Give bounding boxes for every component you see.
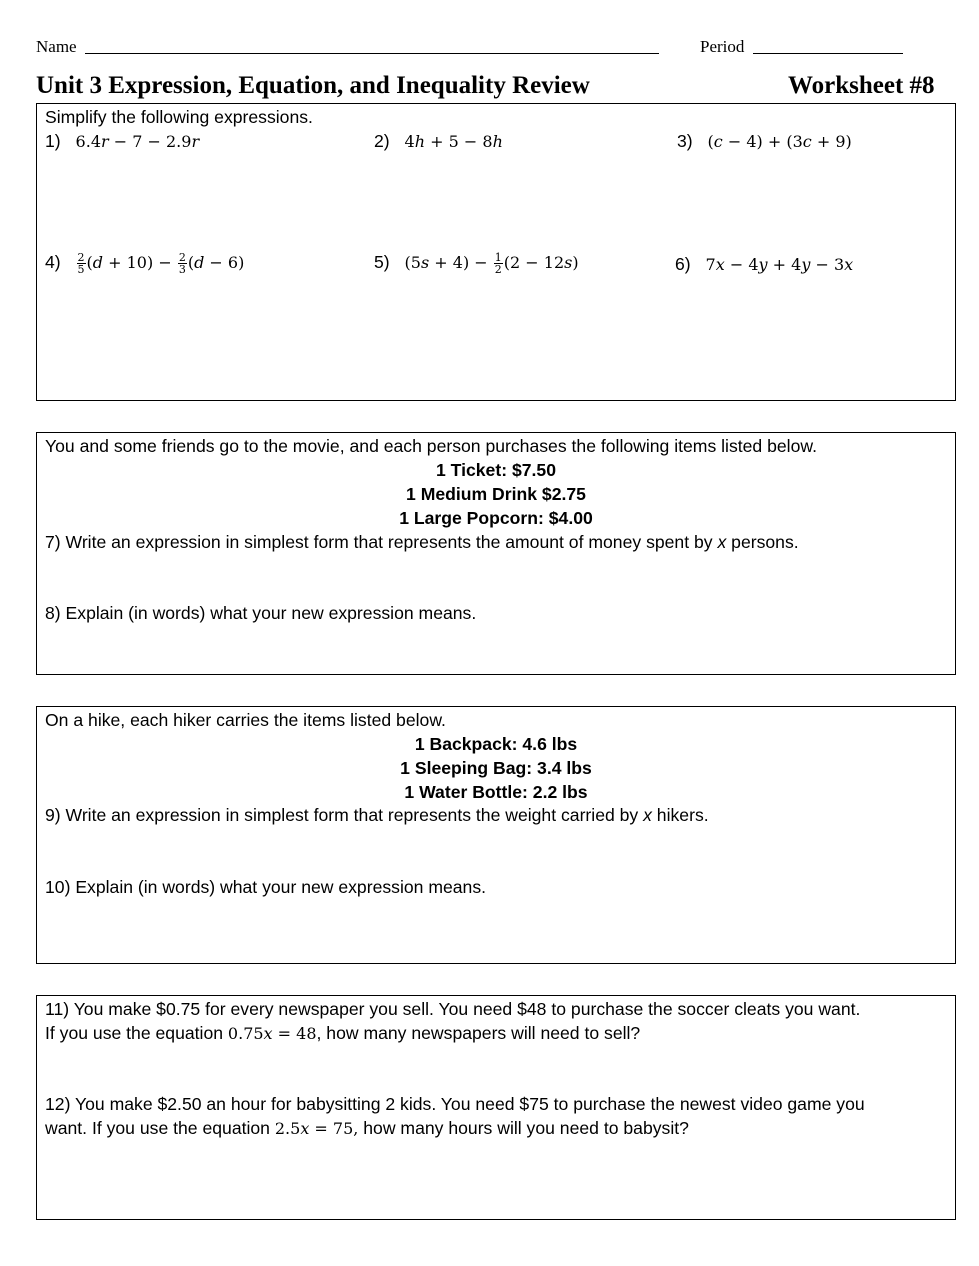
question-9: [45, 805, 709, 826]
question-12-tail: how many hours will you need to babysit?: [358, 1118, 689, 1138]
problem-5: [374, 252, 579, 275]
problem-1-number: 1): [45, 131, 61, 151]
hike-item-sleeping-bag: 1 Sleeping Bag: 3.4 lbs: [400, 758, 592, 778]
period-blank[interactable]: [753, 37, 903, 54]
simplify-instructions: Simplify the following expressions.: [45, 107, 313, 127]
problem-6: [675, 254, 853, 275]
problem-4-number: 4): [45, 252, 61, 272]
problem-6-number: 6): [675, 254, 691, 274]
problem-5-number: 5): [374, 252, 390, 272]
question-11-tail: , how many newspapers will need to sell?: [316, 1023, 641, 1043]
problem-2-expression: 4h + 5 − 8h: [404, 132, 503, 151]
name-blank[interactable]: [85, 37, 659, 54]
problem-4: [45, 252, 244, 275]
hike-item-water-bottle: 1 Water Bottle: 2.2 lbs: [404, 782, 588, 802]
question-9-tail: hikers.: [651, 805, 709, 825]
question-12-lead: want. If you use the equation: [45, 1118, 275, 1138]
hike-intro: On a hike, each hiker carries the items listed below.: [45, 710, 446, 730]
name-field: [36, 37, 659, 57]
problem-6-expression: 7x − 4y + 4y − 3x: [705, 255, 854, 274]
movie-item-popcorn: 1 Large Popcorn: $4.00: [399, 508, 593, 528]
movie-intro: You and some friends go to the movie, and each person purchases the following items listed below.: [45, 436, 817, 456]
simplify-section: [36, 103, 956, 401]
problem-1-expression: 6.4r − 7 − 2.9r: [75, 132, 200, 151]
question-12-equation: 2.5x = 75,: [274, 1119, 359, 1138]
movie-item-drink: 1 Medium Drink $2.75: [406, 484, 586, 504]
hike-item-backpack: 1 Backpack: 4.6 lbs: [414, 734, 578, 754]
period-field: [700, 37, 903, 57]
period-label: Period: [700, 37, 745, 56]
question-9-text: 9) Write an expression in simplest form that represents the weight carried by: [45, 805, 644, 825]
question-10: 10) Explain (in words) what your new expression means.: [45, 877, 487, 897]
movie-item-ticket: 1 Ticket: $7.50: [436, 460, 556, 480]
question-8: 8) Explain (in words) what your new expression means.: [45, 603, 477, 623]
question-11-line-1: 11) You make $0.75 for every newspaper you sell. You need $48 to purchase the soccer cleats you want.: [45, 999, 861, 1019]
question-7-variable: x: [717, 532, 727, 552]
problem-3-expression: (c − 4) + (3c + 9): [707, 132, 852, 151]
question-11-line-2: [45, 1023, 640, 1044]
equation-section: [36, 995, 956, 1220]
hike-section: [36, 706, 956, 964]
question-7-text: 7) Write an expression in simplest form that represents the amount of money spent by: [45, 532, 718, 552]
question-7: [45, 532, 799, 553]
question-12-line-2: [45, 1118, 689, 1139]
movie-section: [36, 432, 956, 675]
problem-5-expression: (5s + 4) − $\frac{1}{2}$ (2 − 12s): [404, 251, 579, 276]
worksheet-number: Worksheet #8: [788, 72, 935, 99]
name-label: Name: [36, 37, 77, 56]
problem-4-expression: $\frac{2}{5}$ (d + 10) − $\frac{2}{3}$ (d − 6): [77, 251, 245, 276]
problem-2: [374, 131, 503, 152]
problem-3-number: 3): [677, 131, 693, 151]
question-11-equation: 0.75x = 48: [227, 1024, 317, 1043]
question-12-line-1: 12) You make $2.50 an hour for babysitting 2 kids. You need $75 to purchase the newest video game you: [45, 1094, 865, 1114]
problem-1: [45, 131, 199, 152]
problem-3: [677, 131, 852, 152]
problem-2-number: 2): [374, 131, 390, 151]
question-7-tail: persons.: [726, 532, 799, 552]
question-11-lead: If you use the equation: [45, 1023, 228, 1043]
question-9-variable: x: [643, 805, 652, 825]
worksheet-title: Unit 3 Expression, Equation, and Inequality Review: [36, 72, 590, 99]
